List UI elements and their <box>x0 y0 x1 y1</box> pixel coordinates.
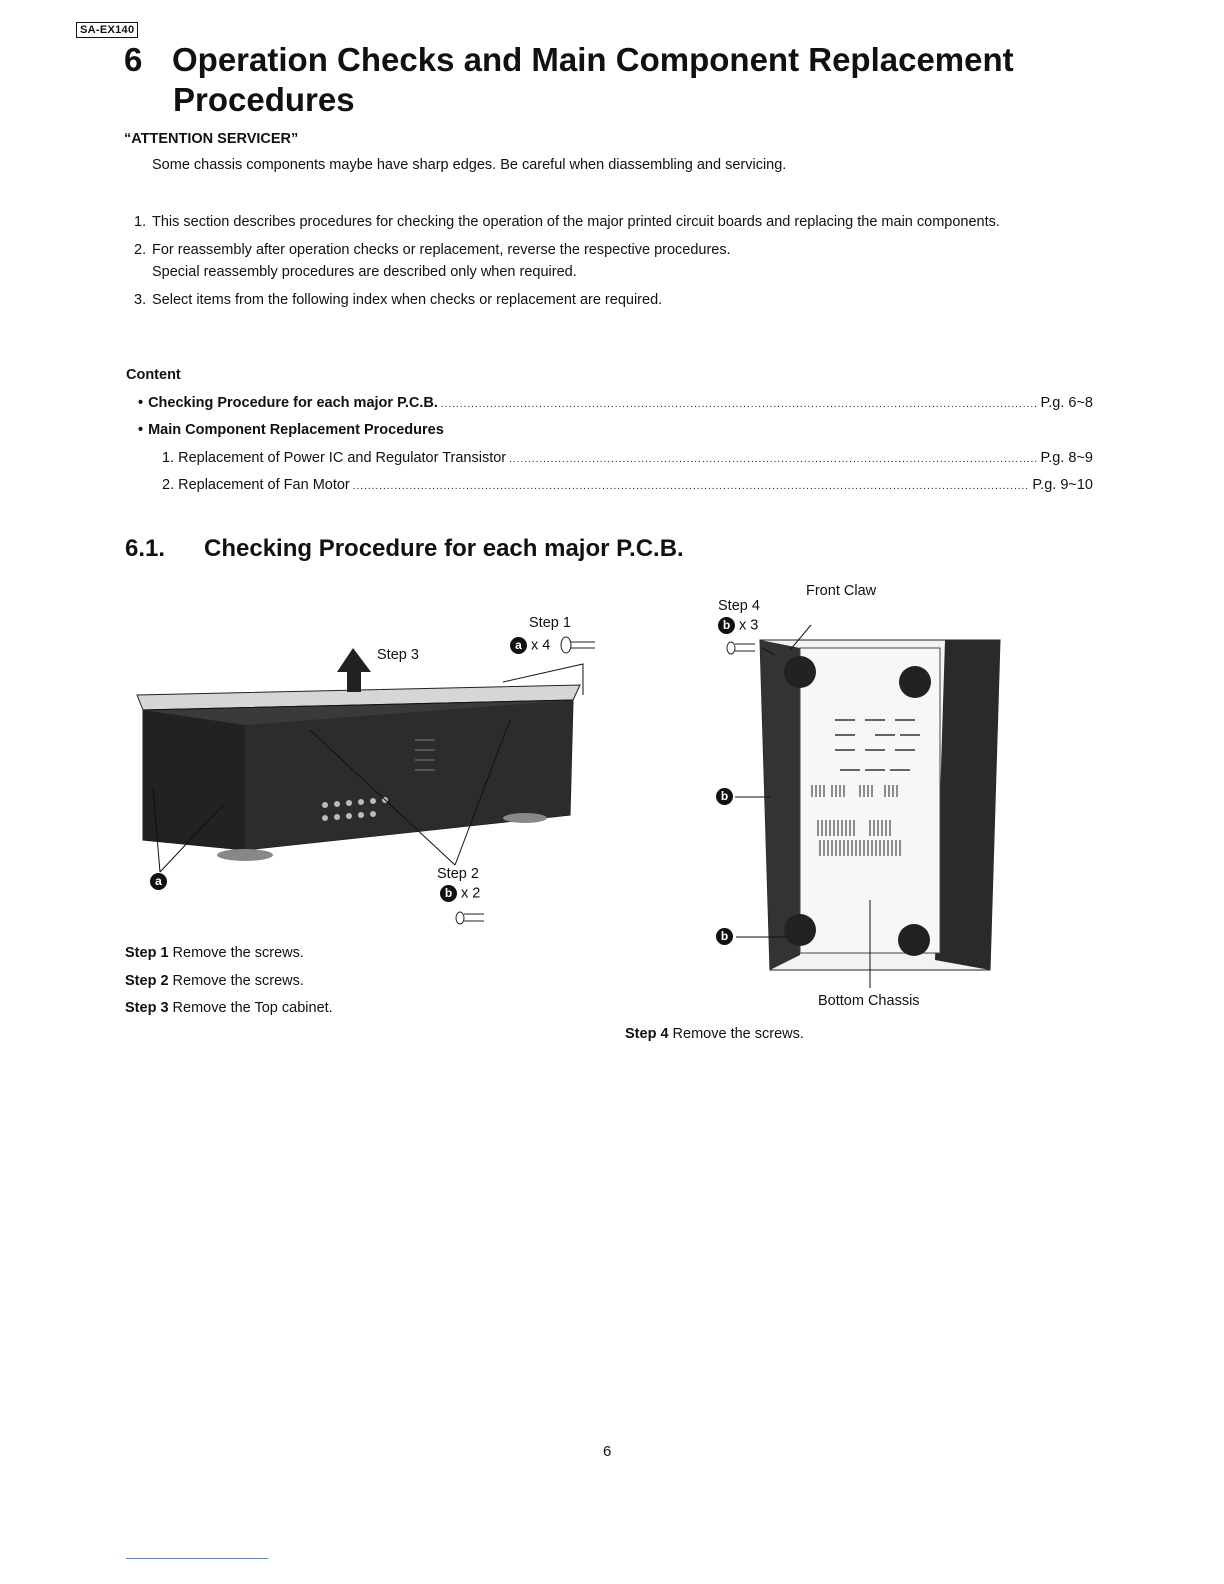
step-row <box>125 968 333 996</box>
step1-count <box>510 637 550 654</box>
content-heading: Content <box>126 367 181 383</box>
step4-label: Step 4 <box>718 598 760 614</box>
attention-heading: “ATTENTION SERVICER” <box>124 131 299 147</box>
toc-row[interactable] <box>138 395 1093 411</box>
chapter-number: 6 <box>124 41 143 78</box>
toc-leader <box>353 477 1030 493</box>
step-row <box>125 940 333 968</box>
list-number: 1. <box>134 214 147 230</box>
toc-row[interactable] <box>162 477 1093 493</box>
step-text: Remove the screws. <box>672 1026 804 1042</box>
attention-body: Some chassis components maybe have sharp edges. Be careful when diassembling and servicing. <box>152 157 787 173</box>
list-number: 3. <box>134 292 147 308</box>
step-text: Remove the Top cabinet. <box>172 1000 333 1016</box>
screw-b-marker: b <box>718 617 735 634</box>
step-label: Step 3 <box>125 1000 169 1016</box>
toc-page: P.g. 8~9 <box>1040 450 1093 466</box>
list-text-continued: Special reassembly procedures are described only when required. <box>152 264 577 280</box>
count-text: x 2 <box>461 885 481 902</box>
step4-caption <box>625 1026 804 1042</box>
section-number: 6.1. <box>125 535 166 562</box>
toc-label: Replacement of Fan Motor <box>178 477 350 493</box>
step-label: Step 4 <box>625 1026 669 1042</box>
list-item <box>134 239 1094 283</box>
bottom-chassis-figure <box>700 600 1020 990</box>
screw-b-marker: b <box>716 788 733 805</box>
section-title: Checking Procedure for each major P.C.B. <box>204 535 684 562</box>
toc-label: Checking Procedure for each major P.C.B. <box>148 395 438 411</box>
toc-page: P.g. 6~8 <box>1040 395 1093 411</box>
title-line-1: Operation Checks and Main Component Replacement <box>172 41 1014 78</box>
screw-b-callout <box>716 788 733 805</box>
screw-a-marker: a <box>150 873 167 890</box>
list-number: 2. <box>134 242 147 258</box>
list-text: Select items from the following index when checks or replacement are required. <box>152 292 663 308</box>
toc-label: Main Component Replacement Procedures <box>148 422 444 438</box>
toc-leader <box>509 450 1037 466</box>
steps-list <box>125 940 333 1023</box>
step-text: Remove the screws. <box>172 945 304 961</box>
screw-a-callout <box>150 873 167 890</box>
screw-b-callout <box>716 928 733 945</box>
model-tag: SA-EX140 <box>76 22 138 38</box>
count-text: x 4 <box>531 637 551 654</box>
screw-b-marker: b <box>440 885 457 902</box>
title-line-2: Procedures <box>173 81 355 118</box>
intro-list <box>134 211 1094 311</box>
step-text: Remove the screws. <box>172 972 304 989</box>
toc-number: 1. <box>162 450 175 466</box>
list-item <box>134 211 1094 233</box>
front-claw-label: Front Claw <box>806 583 877 599</box>
toc-row[interactable] <box>162 450 1093 466</box>
step-label: Step 1 <box>125 945 169 961</box>
screw-a-marker: a <box>510 637 527 654</box>
section-heading <box>125 535 684 563</box>
list-text: This section describes procedures for checking the operation of the major printed circuit boards and replacing the main components. <box>152 214 1000 230</box>
toc-label: Replacement of Power IC and Regulator Transistor <box>178 450 507 466</box>
list-item <box>134 289 1094 311</box>
toc-bullet: • <box>138 422 144 438</box>
toc-row <box>138 422 1093 438</box>
toc-leader <box>441 395 1038 411</box>
page-title <box>124 40 1014 120</box>
list-text: For reassembly after operation checks or replacement, reverse the respective procedures. <box>152 242 731 258</box>
footer-rule <box>126 1558 268 1559</box>
step1-label: Step 1 <box>529 615 571 631</box>
page-number: 6 <box>603 1443 612 1460</box>
toc-bullet: • <box>138 395 144 411</box>
step2-label: Step 2 <box>437 866 479 882</box>
screw-b-marker: b <box>716 928 733 945</box>
toc-number: 2. <box>162 477 175 493</box>
step4-count <box>718 617 758 634</box>
toc-page: P.g. 9~10 <box>1032 477 1093 493</box>
step2-count <box>440 885 480 902</box>
step3-label: Step 3 <box>377 647 419 663</box>
count-text: x 3 <box>739 617 759 634</box>
bottom-chassis-label: Bottom Chassis <box>818 993 920 1009</box>
step-label: Step 2 <box>125 972 169 989</box>
step-row <box>125 995 333 1023</box>
